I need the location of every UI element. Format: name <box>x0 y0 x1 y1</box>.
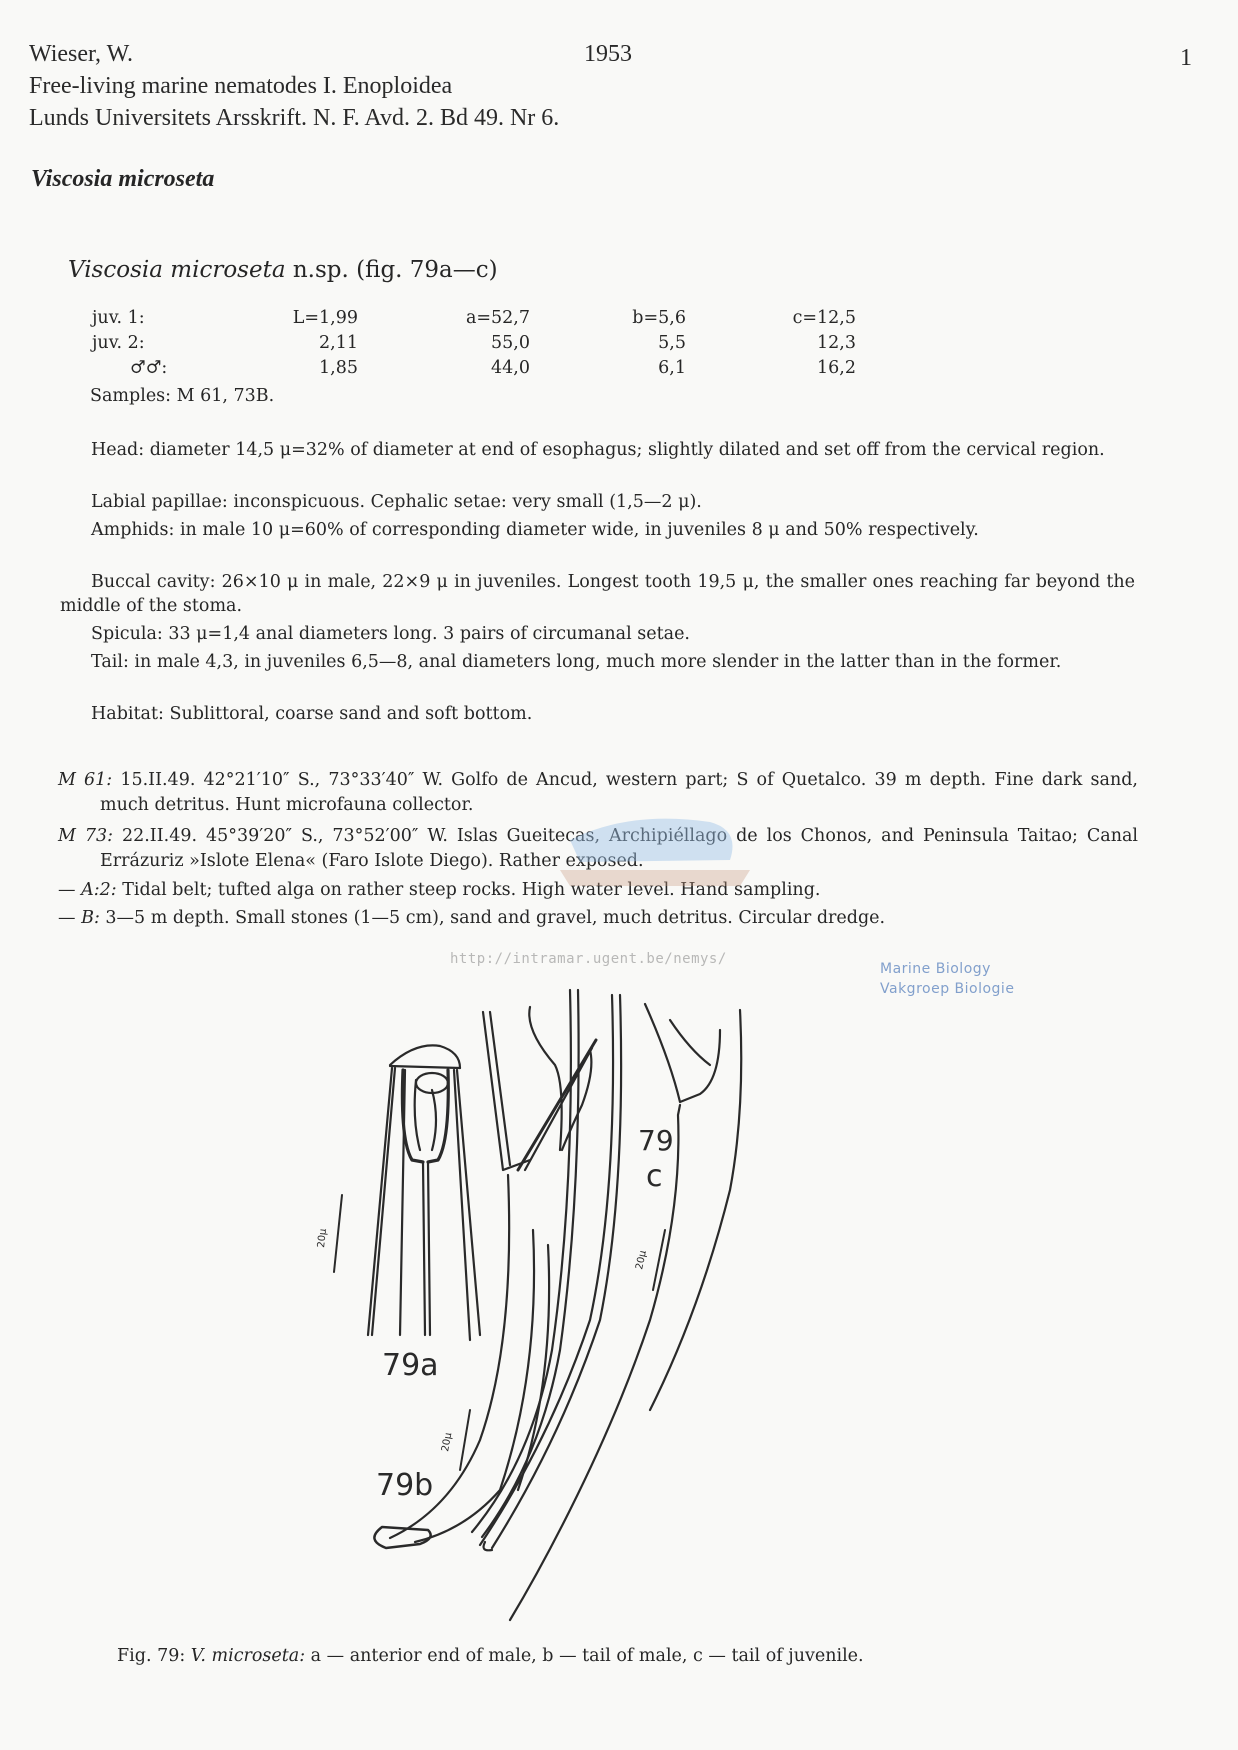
description-title <box>68 256 498 284</box>
paragraph-spicula: Spicula: 33 μ=1,4 anal diameters long. 3 pairs of circumanal setae. <box>91 624 690 644</box>
measurement-a: 44,0 <box>491 358 530 378</box>
measurement-label: ♂♂: <box>130 358 168 378</box>
publication-year: 1953 <box>584 41 632 67</box>
scale-bar-a <box>334 1195 342 1272</box>
substation-b <box>58 906 1138 931</box>
figure-79a-anterior-end <box>368 1045 480 1340</box>
measurement-b: 5,5 <box>658 333 686 353</box>
substation-text: Tidal belt; tufted alga on rather steep rocks. High water level. Hand sampling. <box>116 880 821 900</box>
watermark-url: http://intramar.ugent.be/nemys/ <box>450 951 727 967</box>
measurement-c: 16,2 <box>817 358 856 378</box>
substation-dash: — <box>58 880 82 900</box>
paragraph-labial-papillae: Labial papillae: inconspicuous. Cephalic setae: very small (1,5—2 μ). <box>91 492 702 512</box>
watermark-text-bottom: Vakgroep Biologie <box>880 981 1015 997</box>
scale-bar-c-label: 20μ <box>634 1249 649 1271</box>
journal-citation: Lunds Universitets Arsskrift. N. F. Avd. 2. Bd 49. Nr 6. <box>29 105 560 131</box>
figure-label-79b: 79b <box>376 1468 434 1503</box>
scale-bar-a-label: 20μ <box>316 1228 329 1249</box>
measurement-b: b=5,6 <box>632 308 686 328</box>
paragraph-tail: Tail: in male 4,3, in juveniles 6,5—8, anal diameters long, much more slender in the latter than in the former. <box>91 652 1062 672</box>
publication-title: Free-living marine nematodes I. Enoploidea <box>29 73 453 99</box>
scale-bar-c <box>653 1230 665 1290</box>
measurements-table <box>0 306 1238 384</box>
measurement-c: c=12,5 <box>792 308 856 328</box>
measurement-row <box>0 331 1238 355</box>
figure-label-79c-letter: c <box>646 1159 663 1194</box>
page-number: 1 <box>1180 45 1192 71</box>
paragraph-habitat: Habitat: Sublittoral, coarse sand and soft bottom. <box>91 704 533 724</box>
station-m73 <box>58 824 1138 874</box>
measurement-row <box>0 356 1238 380</box>
substation-text: 3—5 m depth. Small stones (1—5 cm), sand and gravel, much detritus. Circular dredge. <box>99 908 886 928</box>
measurement-a: 55,0 <box>491 333 530 353</box>
description-title-species: Viscosia microseta <box>68 257 286 283</box>
description-title-ref: n.sp. (fig. 79a—c) <box>285 257 498 283</box>
station-m61 <box>58 768 1138 818</box>
caption-species: V. microseta: <box>190 1646 306 1666</box>
caption-prefix: Fig. 79: <box>117 1646 191 1666</box>
measurement-label: juv. 1: <box>92 308 145 328</box>
measurement-c: 12,3 <box>817 333 856 353</box>
substation-id: B: <box>81 908 100 928</box>
author: Wieser, W. <box>29 41 134 67</box>
measurement-L: L=1,99 <box>292 308 358 328</box>
figure-label-79c-number: 79 <box>638 1124 674 1157</box>
paragraph-head: Head: diameter 14,5 μ=32% of diameter at end of esophagus; slightly dilated and set off from the cervical region. <box>91 440 1105 460</box>
measurement-label: juv. 2: <box>92 333 145 353</box>
figure-79b-male-tail <box>374 990 596 1548</box>
substation-dash: — <box>58 908 82 928</box>
substation-id: A:2: <box>81 880 117 900</box>
figure-label-79a: 79a <box>382 1348 439 1383</box>
figure-79c-juvenile-tail <box>480 995 741 1620</box>
figure-79 <box>316 990 760 1630</box>
watermark-text-top: Marine Biology <box>880 961 991 977</box>
samples-line: Samples: M 61, 73B. <box>90 386 275 406</box>
paragraph-buccal-cavity: Buccal cavity: 26×10 μ in male, 22×9 μ in juveniles. Longest tooth 19,5 μ, the smaller ones reaching far beyond the middle of the stoma. <box>60 572 1135 616</box>
figure-caption <box>117 1644 864 1668</box>
measurement-L: 2,11 <box>319 333 358 353</box>
scale-bar-b-label: 20μ <box>440 1431 455 1453</box>
species-heading: Viscosia microseta <box>31 166 215 192</box>
paragraph-amphids: Amphids: in male 10 μ=60% of corresponding diameter wide, in juveniles 8 μ and 50% respectively. <box>91 520 979 540</box>
station-text: 15.II.49. 42°21′10″ S., 73°33′40″ W. Golfo de Ancud, western part; S of Quetalco. 39 m depth. Fine dark sand, much detritus. Hunt microfauna collector. <box>100 770 1138 815</box>
station-id: M 61: <box>58 770 113 790</box>
measurement-L: 1,85 <box>319 358 358 378</box>
station-text: 22.II.49. 45°39′20″ S., 73°52′00″ W. Islas Gueitecas, Archipiéllago de los Chonos, and Peninsula Taitao; Canal Errázuriz »Islote Elena« (Faro Islote Diego). Rather exposed. <box>100 826 1138 871</box>
measurement-a: a=52,7 <box>465 308 530 328</box>
measurement-row <box>0 306 1238 330</box>
caption-text: a — anterior end of male, b — tail of male, c — tail of juvenile. <box>305 1646 864 1666</box>
scale-bar-b <box>460 1410 470 1470</box>
measurement-b: 6,1 <box>658 358 686 378</box>
substation-a2 <box>58 878 1138 903</box>
station-id: M 73: <box>58 826 114 846</box>
